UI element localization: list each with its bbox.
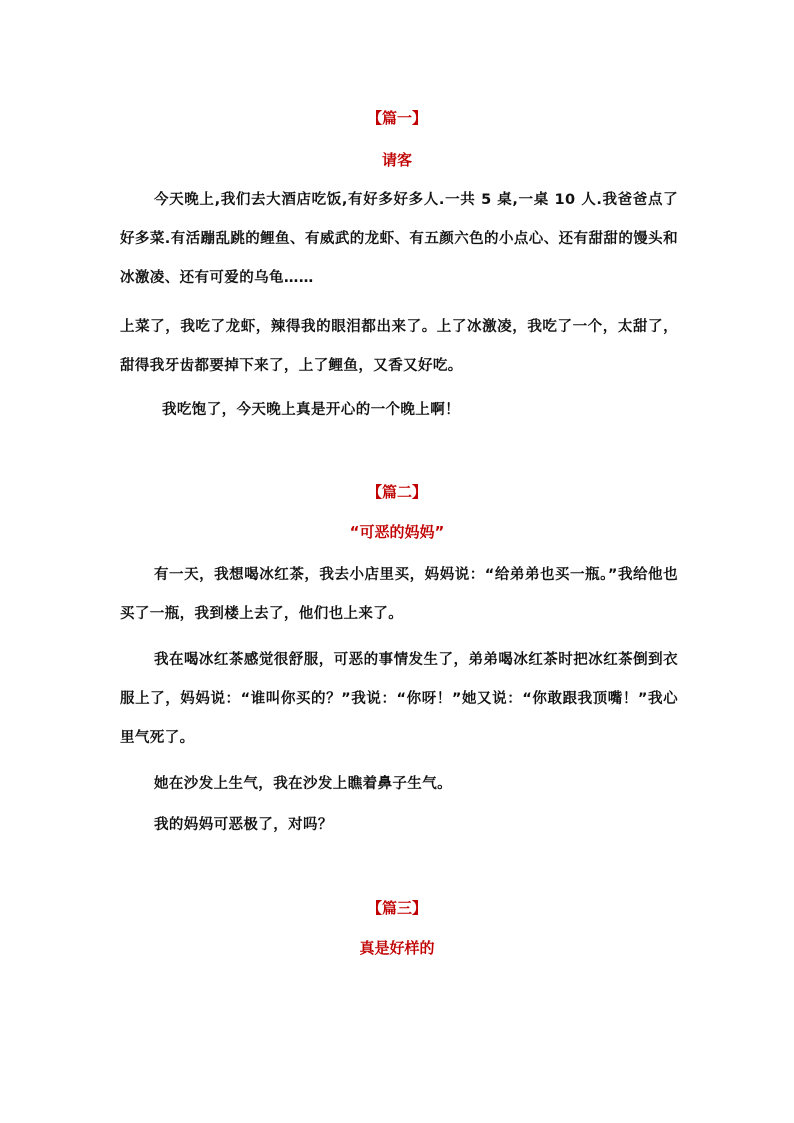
section2-paragraph-2: 我在喝冰红茶感觉很舒服，可恶的事情发生了，弟弟喝冰红茶时把冰红茶倒到衣服上了，妈妈说：“谁叫你买的？”我说：“你呀！”她又说：“你敢跟我顶嘴！”我心里气死了。	[120, 652, 678, 746]
section2-label: 【篇二】	[366, 483, 427, 501]
section1-label: 【篇一】	[366, 109, 427, 127]
section2-paragraph-4: 我的妈妈可恶极了，对吗？	[154, 817, 333, 833]
section1-title: 请客	[381, 151, 412, 169]
section2-paragraph-3: 她在沙发上生气，我在沙发上瞧着鼻子生气。	[154, 776, 452, 792]
section1-paragraph-3: 我吃饱了，今天晚上真是开心的一个晚上啊！	[162, 402, 460, 418]
section2-title: “可恶的妈妈”	[349, 523, 445, 541]
section3-label: 【篇三】	[366, 899, 427, 917]
section1-paragraph-2: 上菜了，我吃了龙虾，辣得我的眼泪都出来了。上了冰激凌，我吃了一个，太甜了，甜得我牙齿都要掉下来了，上了鲤鱼，又香又好吃。	[120, 319, 678, 374]
section2-paragraph-1: 有一天，我想喝冰红茶，我去小店里买，妈妈说：“给弟弟也买一瓶。”我给他也买了一瓶，我到楼上去了，他们也上来了。	[120, 567, 678, 622]
section1-paragraph-1: 今天晚上,我们去大酒店吃饭,有好多好多人.一共 5 桌,一桌 10 人.我爸爸点了好多菜.有活蹦乱跳的鲤鱼、有威武的龙虾、有五颜六色的小点心、还有甜甜的馒头和冰激凌、还有可爱的乌龟……	[120, 192, 678, 286]
section3-title: 真是好样的	[359, 939, 435, 957]
